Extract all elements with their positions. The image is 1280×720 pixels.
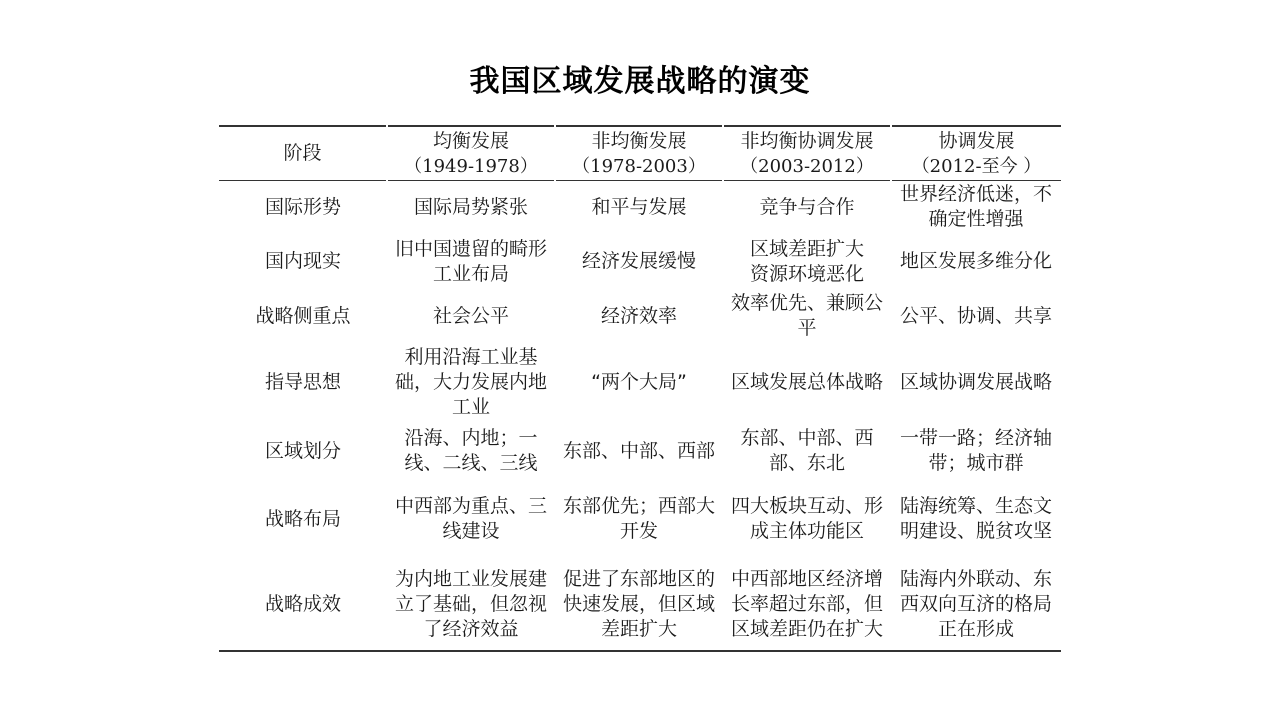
column-name: 均衡发展 [432,129,509,152]
table-row [219,480,1061,558]
strategy-table [219,125,1061,652]
table-cell: 四大板块互动、形成主体功能区 [731,495,884,542]
column-period: （2003-2012） [740,155,874,177]
strategy-table-container [219,125,1061,652]
table-cell: 和平与发展 [591,195,687,218]
table-cell: 一带一路；经济轴带；城市群 [899,427,1052,474]
table-cell: 促进了东部地区的快速发展，但区域差距扩大 [563,567,716,640]
table-cell: 东部、中部、西部 [563,439,716,462]
column-header-unbalanced-coordinated [723,126,891,181]
column-name: 协调发展 [938,129,1015,152]
column-header-coordinated [891,126,1061,181]
row-label: 战略侧重点 [255,304,351,327]
table-row [219,342,1061,422]
table-row [219,422,1061,480]
row-label: 国际形势 [264,195,341,218]
table-cell: 东部优先；西部大开发 [563,495,716,542]
table-header-row [219,126,1061,181]
table-cell: 沿海、内地；一线、二线、三线 [404,427,538,474]
row-label: 战略成效 [264,592,341,615]
row-label: 区域划分 [264,439,341,462]
table-cell: 世界经济低迷，不确定性增强 [899,183,1052,230]
stage-header: 阶段 [219,126,387,181]
table-row [219,290,1061,342]
table-cell: 经济效率 [600,304,677,327]
column-header-balanced [387,126,555,181]
table-cell: 效率优先、兼顾公平 [731,292,884,339]
table-cell: 区域协调发展战略 [899,370,1052,393]
table-cell: 国际局势紧张 [413,195,528,218]
column-header-unbalanced [555,126,723,181]
table-cell: 陆海统筹、生态文明建设、脱贫攻坚 [899,495,1052,542]
table-cell: 公平、协调、共享 [899,304,1052,327]
column-period: （1949-1978） [404,155,538,177]
table-cell: 区域发展总体战略 [731,370,884,393]
table-cell: 东部、中部、西部、东北 [740,427,874,474]
table-cell: 中西部为重点、三线建设 [395,495,548,542]
row-label: 战略布局 [264,507,341,530]
table-cell: 地区发展多维分化 [899,250,1052,272]
page-title: 我国区域发展战略的演变 [469,64,811,99]
table-cell: 旧中国遗留的畸形工业布局 [395,237,548,285]
table-cell: 利用沿海工业基础，大力发展内地工业 [395,345,548,418]
table-cell: 经济发展缓慢 [581,250,696,272]
column-period: （2012-至今 ） [911,155,1042,177]
table-row [219,233,1061,290]
column-name: 非均衡协调发展 [740,129,874,152]
table-cell: 社会公平 [432,304,509,327]
table-cell: 为内地工业发展建立了基础，但忽视了经济效益 [395,567,548,640]
row-label: 国内现实 [264,250,341,272]
table-cell: 竞争与合作 [759,195,855,218]
table-row [219,181,1061,234]
column-name: 非均衡发展 [591,129,687,152]
row-label: 指导思想 [264,370,341,393]
table-cell: 陆海内外联动、东西双向互济的格局正在形成 [899,567,1052,640]
column-period: （1978-2003） [572,155,706,177]
table-row [219,558,1061,651]
table-cell: 区域差距扩大 资源环境恶化 [749,237,864,285]
table-cell: “两个大局” [591,370,687,393]
table-cell: 中西部地区经济增长率超过东部，但区域差距仍在扩大 [731,567,884,640]
